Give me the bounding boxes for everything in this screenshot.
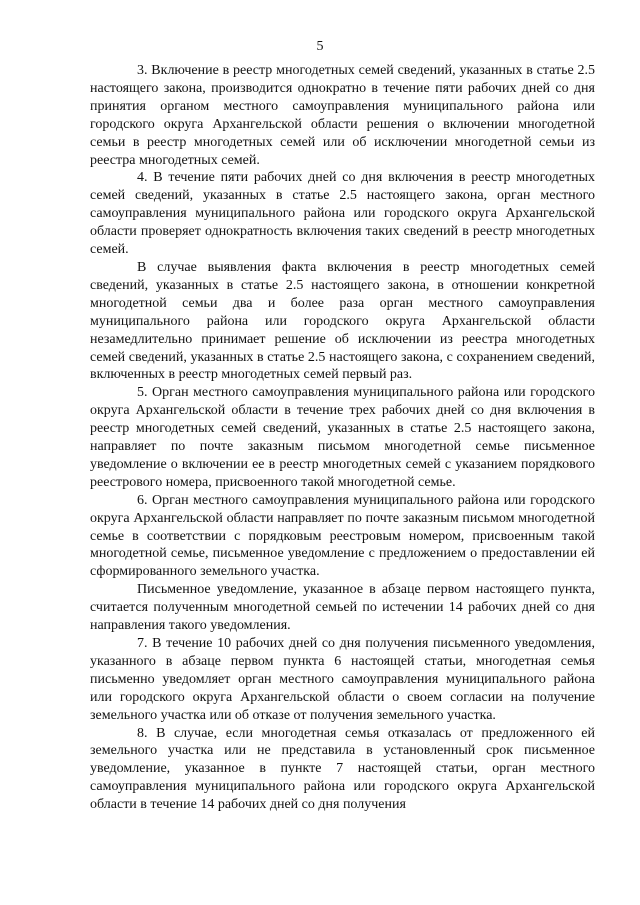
paragraph-item-6: 6. Орган местного самоуправления муниципального района или городского округа Архангельской области направляет по почте заказным письмом многодетной семье в соответствии с порядковым реестровым номером, присвоенным такой многодетной семье, письменное уведомление с предложением о предоставлении ей сформированного земельного участка. — [90, 492, 595, 580]
paragraph-item-4: 4. В течение пяти рабочих дней со дня включения в реестр многодетных семей сведений, указанных в статье 2.5 настоящего закона, орган местного самоуправления муниципального района или городского округа Архангельской области проверяет однократность включения таких сведений в реестр многодетных семей. — [90, 170, 595, 258]
paragraph-item-8: 8. В случае, если многодетная семья отказалась от предложенного ей земельного участка или не представила в установленный срок письменное уведомление, указанное в пункте 7 настоящей статьи, орган местного самоуправления муниципального района или городского округа Архангельской области в течение 14 рабочих дней со дня получения — [90, 725, 595, 813]
paragraph-item-3: 3. Включение в реестр многодетных семей сведений, указанных в статье 2.5 настоящего закона, производится однократно в течение пяти рабочих дней со дня принятия органом местного самоуправления муниципального района или городского округа Архангельской области решения о включении многодетной семьи в реестр многодетных семей или об исключении многодетной семьи из реестра многодетных семей. — [90, 63, 595, 168]
paragraph-item-4-case: В случае выявления факта включения в реестр многодетных семей сведений, указанных в статье 2.5 настоящего закона, в отношении конкретной многодетной семьи два и более раза орган местного самоуправления муниципального района или городского округа Архангельской области незамедлительно принимает решение об исключении из реестра многодетных семей сведений, указанных в статье 2.5 настоящего закона, с сохранением сведений, включенных в реестр многодетных семей первый раз. — [90, 259, 595, 383]
paragraph-item-6-notice: Письменное уведомление, указанное в абзаце первом настоящего пункта, считается полученным многодетной семьей по истечении 14 рабочих дней со дня направления такого уведомления. — [90, 582, 595, 634]
paragraph-item-5: 5. Орган местного самоуправления муниципального района или городского округа Архангельской области в течение трех рабочих дней со дня включения в реестр многодетных семей сведений, указанных в статье 2.5 настоящего закона, направляет по почте заказным письмом многодетной семье письменное уведомление о включении ее в реестр многодетных семей с указанием порядкового реестрового номера, присвоенного такой многодетной семье. — [90, 385, 595, 490]
paragraph-item-7: 7. В течение 10 рабочих дней со дня получения письменного уведомления, указанного в абзаце первом пункта 6 настоящей статьи, многодетная семья письменно уведомляет орган местного самоуправления муниципального района или городского округа Архангельской области о своем согласии на получение земельного участка или об отказе от получения земельного участка. — [90, 636, 595, 723]
document-body — [90, 62, 595, 814]
page-number: 5 — [316, 39, 324, 54]
